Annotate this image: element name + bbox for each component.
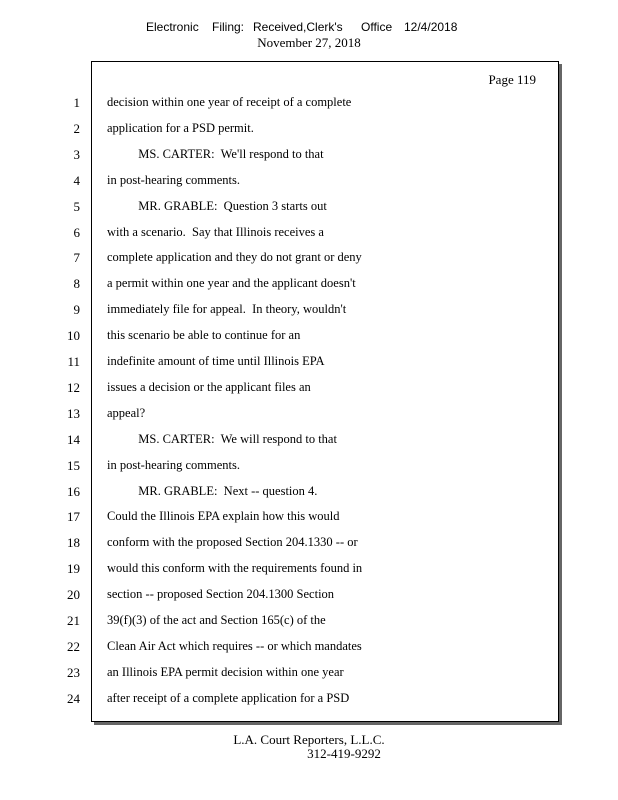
stamp-date: 12/4/2018 (404, 20, 458, 34)
page-number: Page 119 (488, 72, 536, 87)
line-number: 17 (67, 509, 80, 525)
line-text: Clean Air Act which requires -- or which mandates (107, 638, 362, 653)
line-number: 16 (67, 483, 80, 499)
line-number: 9 (73, 302, 80, 318)
line-text: after receipt of a complete application for a PSD (107, 690, 350, 705)
line-text: complete application and they do not grant or deny (107, 250, 362, 265)
line-number: 4 (73, 172, 80, 188)
line-number: 6 (73, 224, 80, 240)
stamp-electronic: Electronic (146, 20, 199, 34)
line-number: 14 (67, 431, 80, 447)
line-text: with a scenario. Say that Illinois receives a (107, 224, 324, 239)
line-number: 3 (73, 146, 80, 162)
line-text: in post-hearing comments. (107, 172, 240, 187)
line-text: MR. GRABLE: Question 3 starts out (107, 198, 327, 213)
line-text: would this conform with the requirements found in (107, 561, 363, 576)
line-number: 22 (67, 638, 80, 654)
footer-company: L.A. Court Reporters, L.L.C. (233, 732, 385, 747)
line-number: 19 (67, 561, 80, 577)
line-number: 15 (67, 457, 80, 473)
line-number: 11 (67, 354, 80, 369)
line-number: 1 (73, 95, 80, 110)
line-text: in post-hearing comments. (107, 457, 240, 472)
line-number: 5 (73, 198, 80, 214)
line-number: 13 (67, 405, 80, 421)
footer-phone: 312-419-9292 (307, 746, 381, 761)
footer (0, 733, 618, 761)
line-number: 10 (67, 328, 80, 344)
line-text: issues a decision or the applicant files an (107, 379, 311, 394)
line-number: 23 (67, 664, 80, 680)
line-text: decision within one year of receipt of a complete (107, 95, 352, 109)
line-number: 20 (67, 587, 80, 603)
line-text: this scenario be able to continue for an (107, 328, 301, 343)
line-number: 24 (67, 690, 80, 706)
line-text: 39(f)(3) of the act and Section 165(c) of the (107, 613, 326, 627)
line-number: 8 (73, 276, 80, 292)
line-text: an Illinois EPA permit decision within one year (107, 664, 344, 679)
line-text: MS. CARTER: We will respond to that (107, 431, 337, 446)
line-number: 18 (67, 535, 80, 551)
line-number: 7 (73, 250, 80, 266)
line-text: a permit within one year and the applicant doesn't (107, 276, 356, 291)
line-text: MS. CARTER: We'll respond to that (107, 146, 324, 161)
line-text: conform with the proposed Section 204.1330 -- or (107, 535, 358, 550)
line-number: 12 (67, 379, 80, 395)
stamp-received: Received,Clerk's (253, 20, 343, 34)
line-text: MR. GRABLE: Next -- question 4. (107, 483, 318, 498)
line-number: 21 (67, 613, 80, 628)
line-text: Could the Illinois EPA explain how this would (107, 509, 340, 524)
line-text: immediately file for appeal. In theory, wouldn't (107, 302, 347, 317)
filed-date: November 27, 2018 (257, 35, 361, 50)
line-text: application for a PSD permit. (107, 120, 254, 135)
line-text: indefinite amount of time until Illinois EPA (107, 354, 325, 368)
stamp-office: Office (361, 20, 393, 34)
stamp-filing: Filing: (212, 20, 245, 34)
line-text: section -- proposed Section 204.1300 Section (107, 587, 335, 602)
line-number: 2 (73, 120, 80, 136)
line-text: appeal? (107, 405, 146, 420)
